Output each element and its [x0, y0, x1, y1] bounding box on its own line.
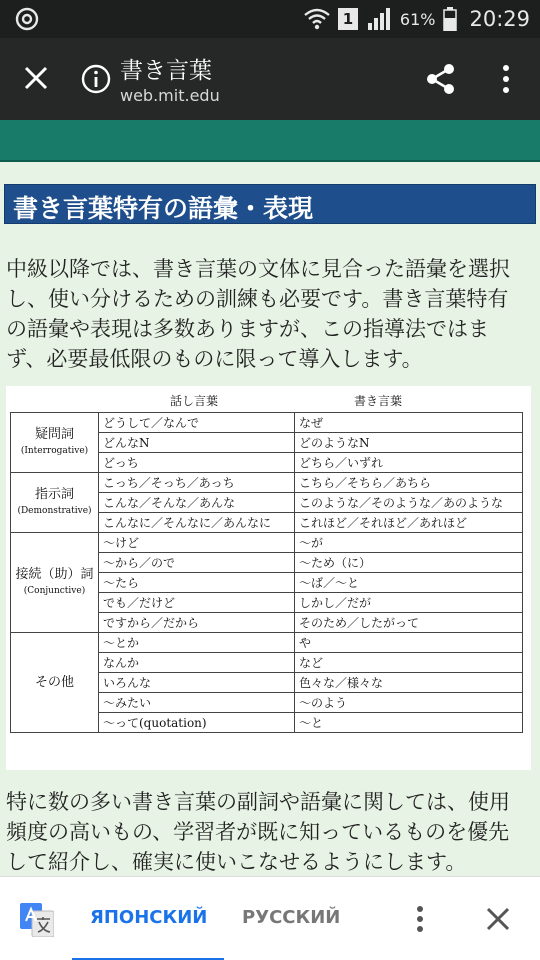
spoken-cell: ですから／だから [99, 613, 295, 633]
page-url: web.mit.edu [120, 86, 220, 105]
category-cell [11, 633, 99, 733]
category-label: 接続（助）詞 [15, 566, 94, 582]
category-label: その他 [34, 674, 74, 690]
written-cell: 〜のよう [295, 693, 523, 713]
intro-paragraph [6, 254, 540, 374]
written-cell: なぜ [295, 413, 523, 433]
written-cell: このような／そのような／あのような [295, 493, 523, 513]
section-heading-bar [4, 184, 536, 224]
spoken-cell: 〜たら [99, 573, 295, 593]
written-cell: こちら／そちら／あちら [295, 473, 523, 493]
written-cell: 〜ば／〜と [295, 573, 523, 593]
written-cell: これほど／それほど／あれほど [295, 513, 523, 533]
category-label-english: (Interrogative) [20, 445, 89, 456]
written-cell: そのため／したがって [295, 613, 523, 633]
source-language-tab[interactable]: ЯПОНСКИЙ [90, 907, 208, 928]
translate-bar [0, 876, 540, 960]
category-label-english: (Demonstrative) [17, 505, 92, 516]
share-icon[interactable] [424, 62, 458, 96]
status-clock: 20:29 [469, 7, 530, 31]
intro-line: の語彙や表現は多数ありますが、この指導法ではま [6, 317, 489, 341]
written-cell: や [295, 633, 523, 653]
table-row [11, 533, 523, 553]
written-cell: どちら／いずれ [295, 453, 523, 473]
spoken-cell: いろんな [99, 673, 295, 693]
page-title: 書き言葉 [120, 58, 212, 84]
target-language-tab[interactable]: РУССКИЙ [242, 907, 341, 928]
intro-line: ず、必要最低限のものに限って導入します。 [6, 347, 423, 371]
category-cell [11, 473, 99, 533]
site-info-icon[interactable] [80, 63, 112, 95]
spoken-cell: でも／だけど [99, 593, 295, 613]
vocabulary-table [10, 412, 523, 733]
category-cell [11, 413, 99, 473]
written-cell: どのようなN [295, 433, 523, 453]
outro-line: 頻度の高いもの、学習者が既に知っているものを優先 [6, 820, 510, 844]
outro-line: 特に数の多い書き言葉の副詞や語彙に関しては、使用 [6, 790, 510, 814]
category-label-english: (Conjunctive) [23, 585, 86, 596]
column-header-spoken: 話し言葉 [170, 394, 219, 408]
status-bar [0, 0, 540, 38]
spoken-cell: どんなN [99, 433, 295, 453]
vocabulary-table-figure [6, 386, 531, 770]
battery-icon [443, 7, 457, 31]
category-label: 指示詞 [34, 486, 74, 502]
spoken-cell: どっち [99, 453, 295, 473]
table-row [11, 413, 523, 433]
column-header-written: 書き言葉 [354, 394, 403, 408]
more-options-icon[interactable] [494, 62, 518, 96]
battery-percent: 61% [399, 9, 436, 29]
translate-close-icon[interactable] [484, 905, 512, 933]
written-cell: 〜ため（に） [295, 553, 523, 573]
outro-line: して紹介し、確実に使いこなせるようにします。 [6, 850, 467, 874]
sim-badge: 1 [338, 8, 358, 30]
outro-paragraph [6, 787, 540, 877]
spoken-cell: 〜とか [99, 633, 295, 653]
spoken-cell: どうして／なんで [99, 413, 295, 433]
category-label: 疑問詞 [34, 426, 74, 442]
written-cell: 〜と [295, 713, 523, 733]
app-notification-icon [14, 6, 40, 32]
spoken-cell: こんなに／そんなに／あんなに [99, 513, 295, 533]
spoken-cell: 〜って(quotation) [99, 713, 295, 733]
written-cell: 色々な／様々な [295, 673, 523, 693]
site-header-band [0, 120, 540, 162]
custom-tab-toolbar [0, 38, 540, 120]
written-cell: など [295, 653, 523, 673]
spoken-cell: 〜みたい [99, 693, 295, 713]
category-cell [11, 533, 99, 633]
intro-line: し、使い分けるための訓練も必要です。書き言葉特有 [6, 287, 509, 311]
spoken-cell: なんか [99, 653, 295, 673]
written-cell: 〜が [295, 533, 523, 553]
spoken-cell: こんな／そんな／あんな [99, 493, 295, 513]
wifi-icon [304, 8, 330, 30]
spoken-cell: こっち／そっち／あっち [99, 473, 295, 493]
signal-icon [366, 8, 392, 30]
section-heading: 書き言葉特有の語彙・表現 [13, 194, 314, 223]
table-row [11, 473, 523, 493]
table-row [11, 633, 523, 653]
intro-line: 中級以降では、書き言葉の文体に見合った語彙を選択 [6, 257, 510, 281]
spoken-cell: 〜から／ので [99, 553, 295, 573]
written-cell: しかし／だが [295, 593, 523, 613]
translate-more-icon[interactable] [410, 903, 430, 935]
close-tab-icon[interactable] [18, 60, 54, 96]
google-translate-icon [20, 903, 54, 937]
spoken-cell: 〜けど [99, 533, 295, 553]
